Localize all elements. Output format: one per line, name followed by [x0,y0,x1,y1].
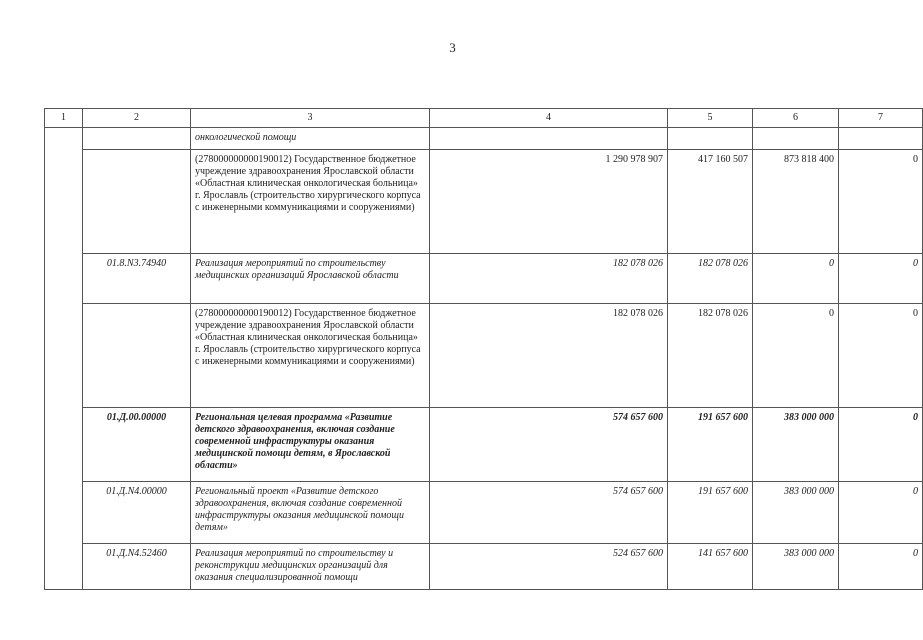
value-cell-6: 383 000 000 [753,408,839,482]
total-cell [430,128,668,150]
table-row [45,254,923,304]
header-col-1: 1 [45,109,83,128]
value-cell-7 [839,128,923,150]
header-col-7: 7 [839,109,923,128]
table-row [45,150,923,254]
value-cell-5: 182 078 026 [668,254,753,304]
total-cell: 182 078 026 [430,304,668,408]
header-col-4: 4 [430,109,668,128]
name-cell: (278000000000190012) Государственное бюджетное учреждение здравоохранения Ярославской области «Областная клиническая онкологическая больница» г. Ярославль (строительство хирургического корпуса с инженерными коммуникациями и сооружениями) [191,304,430,408]
table-row [45,128,923,150]
value-cell-6: 383 000 000 [753,544,839,590]
total-cell: 574 657 600 [430,482,668,544]
header-col-5: 5 [668,109,753,128]
table-row [45,544,923,590]
budget-table [44,108,923,590]
header-col-6: 6 [753,109,839,128]
total-cell: 1 290 978 907 [430,150,668,254]
value-cell-6: 873 818 400 [753,150,839,254]
value-cell-7: 0 [839,408,923,482]
value-cell-7: 0 [839,254,923,304]
value-cell-6: 0 [753,254,839,304]
value-cell-7: 0 [839,482,923,544]
header-col-3: 3 [191,109,430,128]
table-row [45,304,923,408]
table-header-row [45,109,923,128]
value-cell-5 [668,128,753,150]
name-cell: Реализация мероприятий по строительству медицинских организаций Ярославской области [191,254,430,304]
value-cell-5: 191 657 600 [668,482,753,544]
code-cell: 01.Д.00.00000 [83,408,191,482]
total-cell: 574 657 600 [430,408,668,482]
page-number: 3 [449,40,456,55]
code-cell [83,128,191,150]
name-cell: Региональный проект «Развитие детского здравоохранения, включая создание современной инфраструктуры оказания медицинской помощи детям» [191,482,430,544]
code-cell [83,304,191,408]
total-cell: 182 078 026 [430,254,668,304]
value-cell-7: 0 [839,150,923,254]
value-cell-6: 383 000 000 [753,482,839,544]
value-cell-6: 0 [753,304,839,408]
value-cell-5: 182 078 026 [668,304,753,408]
value-cell-7: 0 [839,304,923,408]
code-cell: 01.Д.N4.52460 [83,544,191,590]
code-cell: 01.8.N3.74940 [83,254,191,304]
value-cell-7: 0 [839,544,923,590]
value-cell-6 [753,128,839,150]
code-cell [83,150,191,254]
total-cell: 524 657 600 [430,544,668,590]
header-col-2: 2 [83,109,191,128]
code-cell: 01.Д.N4.00000 [83,482,191,544]
name-cell: Реализация мероприятий по строительству и реконструкции медицинских организаций для оказания специализированной помощи [191,544,430,590]
name-cell: Региональная целевая программа «Развитие детского здравоохранения, включая создание современной инфраструктуры оказания медицинской помощи детям, в Ярославской области» [191,408,430,482]
value-cell-5: 141 657 600 [668,544,753,590]
value-cell-5: 191 657 600 [668,408,753,482]
value-cell-5: 417 160 507 [668,150,753,254]
row-number-cell [45,128,83,590]
table-row [45,408,923,482]
name-cell: (278000000000190012) Государственное бюджетное учреждение здравоохранения Ярославской области «Областная клиническая онкологическая больница» г. Ярославль (строительство хирургического корпуса с инженерными коммуникациями и сооружениями) [191,150,430,254]
table-row [45,482,923,544]
name-cell: онкологической помощи [191,128,430,150]
